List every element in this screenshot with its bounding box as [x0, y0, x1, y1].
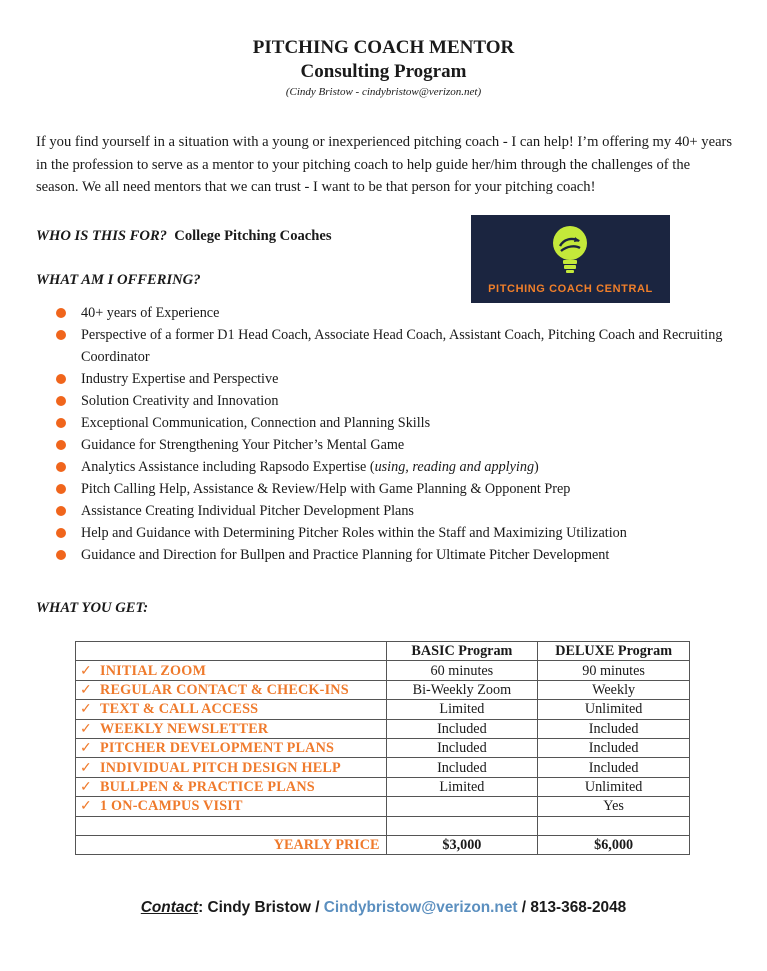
pitching-coach-central-logo	[471, 215, 670, 303]
audience-line	[36, 228, 332, 245]
table-row	[76, 719, 690, 738]
offering-item	[54, 522, 734, 544]
page-subtitle: Consulting Program	[300, 61, 467, 82]
logo-text: PITCHING COACH CENTRAL	[488, 283, 653, 295]
deluxe-value: Weekly	[538, 680, 690, 699]
contact-line	[0, 899, 767, 917]
offering-item	[54, 390, 734, 412]
feature-label: INDIVIDUAL PITCH DESIGN HELP	[100, 759, 341, 776]
table-header-empty	[76, 642, 387, 661]
offering-item-text: Guidance and Direction for Bullpen and Practice Planning for Ultimate Pitcher Development	[81, 547, 610, 563]
checkmark-icon: ✓	[80, 662, 93, 679]
offering-list	[54, 302, 734, 566]
basic-value: Included	[386, 738, 538, 757]
feature-cell	[76, 661, 387, 680]
feature-cell	[76, 777, 387, 796]
feature-label: BULLPEN & PRACTICE PLANS	[100, 778, 315, 795]
offering-item	[54, 544, 734, 566]
deluxe-value: Included	[538, 738, 690, 757]
contact-label: Contact	[140, 899, 199, 916]
table-row	[76, 661, 690, 680]
offering-item	[54, 412, 734, 434]
feature-label: TEXT & CALL ACCESS	[100, 701, 259, 718]
offering-heading: WHAT AM I OFFERING?	[36, 272, 201, 288]
basic-program-header: BASIC Program	[386, 642, 538, 661]
feature-label: INITIAL ZOOM	[100, 662, 207, 679]
basic-value: 60 minutes	[386, 661, 538, 680]
contact-name: : Cindy Bristow /	[198, 899, 324, 916]
bullet-dot-icon	[56, 484, 66, 494]
checkmark-icon: ✓	[80, 740, 93, 757]
feature-label: WEEKLY NEWSLETTER	[100, 720, 269, 737]
bullet-dot-icon	[56, 550, 66, 560]
basic-value: Limited	[386, 777, 538, 796]
feature-label: REGULAR CONTACT & CHECK-INS	[100, 681, 349, 698]
feature-cell	[76, 700, 387, 719]
offering-item-text: Assistance Creating Individual Pitcher Development Plans	[81, 503, 414, 519]
offering-item	[54, 368, 734, 390]
bullet-dot-icon	[56, 506, 66, 516]
offering-item-text: Exceptional Communication, Connection and Planning Skills	[81, 415, 431, 431]
offering-item	[54, 302, 734, 324]
checkmark-icon: ✓	[80, 778, 93, 795]
offering-item-note: using, reading and applying	[374, 459, 535, 475]
offering-item-text: Pitch Calling Help, Assistance & Review/Help with Game Planning & Opponent Prep	[81, 481, 571, 497]
basic-price: $3,000	[386, 835, 538, 854]
basic-value	[386, 797, 538, 816]
offering-item	[54, 456, 734, 478]
feature-cell	[76, 738, 387, 757]
contact-phone: / 813-368-2048	[517, 899, 627, 916]
spacer-cell	[386, 816, 538, 835]
checkmark-icon: ✓	[80, 759, 93, 776]
deluxe-value: Unlimited	[538, 777, 690, 796]
table-row	[76, 680, 690, 699]
price-row	[76, 835, 690, 854]
table-row	[76, 738, 690, 757]
page-title: PITCHING COACH MENTOR	[252, 37, 515, 58]
basic-value: Included	[386, 758, 538, 777]
offering-item-text: Industry Expertise and Perspective	[81, 371, 279, 387]
checkmark-icon: ✓	[80, 701, 93, 718]
feature-cell	[76, 719, 387, 738]
table-spacer-row	[76, 816, 690, 835]
yearly-price-label: YEARLY PRICE	[76, 835, 387, 854]
offering-item-text: Analytics Assistance including Rapsodo Expertise (	[81, 459, 375, 475]
audience-answer: College Pitching Coaches	[174, 228, 332, 244]
bullet-dot-icon	[56, 528, 66, 538]
table-row	[76, 777, 690, 796]
table-row	[76, 700, 690, 719]
spacer-cell	[538, 816, 690, 835]
byline: (Cindy Bristow - cindybristow@verizon.net)	[285, 86, 482, 98]
offering-item-suffix: )	[534, 459, 539, 475]
bullet-dot-icon	[56, 462, 66, 472]
offering-item-text: Guidance for Strengthening Your Pitcher’s Mental Game	[81, 437, 405, 453]
offering-item	[54, 478, 734, 500]
what-you-get-heading: WHAT YOU GET:	[36, 600, 149, 616]
bullet-dot-icon	[56, 440, 66, 450]
deluxe-program-header: DELUXE Program	[538, 642, 690, 661]
table-row	[76, 797, 690, 816]
feature-cell	[76, 680, 387, 699]
checkmark-icon: ✓	[80, 798, 93, 815]
pricing-table-body	[76, 661, 690, 855]
offering-item	[54, 434, 734, 456]
checkmark-icon: ✓	[80, 681, 93, 698]
deluxe-value: Included	[538, 758, 690, 777]
audience-question: WHO IS THIS FOR?	[36, 228, 167, 244]
deluxe-price: $6,000	[538, 835, 690, 854]
deluxe-value: Unlimited	[538, 700, 690, 719]
offering-item-text: 40+ years of Experience	[81, 305, 220, 321]
deluxe-value: Included	[538, 719, 690, 738]
offering-item-text: Help and Guidance with Determining Pitcher Roles within the Staff and Maximizing Utilization	[81, 525, 627, 541]
basic-value: Limited	[386, 700, 538, 719]
table-header-row	[76, 642, 690, 661]
table-row	[76, 758, 690, 777]
basic-value: Bi-Weekly Zoom	[386, 680, 538, 699]
feature-label: PITCHER DEVELOPMENT PLANS	[100, 740, 335, 757]
intro-paragraph: If you find yourself in a situation with a young or inexperienced pitching coach - I can help! I’m offering my 40+ years in the profession to serve as a mentor to your pitching coach to help guide her/him through the challenges of the season. We all need mentors that we can trust - I want to be that person for your pitching coach!	[36, 134, 733, 195]
bullet-dot-icon	[56, 396, 66, 406]
contact-email-link[interactable]: Cindybristow@verizon.net	[323, 899, 518, 916]
bullet-dot-icon	[56, 308, 66, 318]
bullet-dot-icon	[56, 418, 66, 428]
deluxe-value: Yes	[538, 797, 690, 816]
feature-cell	[76, 758, 387, 777]
offering-item-text: Perspective of a former D1 Head Coach, Associate Head Coach, Assistant Coach, Pitching Coach and Recruiting Coordinator	[81, 327, 723, 365]
feature-cell	[76, 797, 387, 816]
pricing-table	[75, 641, 690, 855]
basic-value: Included	[386, 719, 538, 738]
feature-label: 1 ON-CAMPUS VISIT	[100, 798, 243, 815]
spacer-cell	[76, 816, 387, 835]
deluxe-value: 90 minutes	[538, 661, 690, 680]
bullet-dot-icon	[56, 330, 66, 340]
offering-item	[54, 500, 734, 522]
bullet-dot-icon	[56, 374, 66, 384]
offering-item-text: Solution Creativity and Innovation	[81, 393, 279, 409]
checkmark-icon: ✓	[80, 720, 93, 737]
offering-item	[54, 324, 734, 368]
